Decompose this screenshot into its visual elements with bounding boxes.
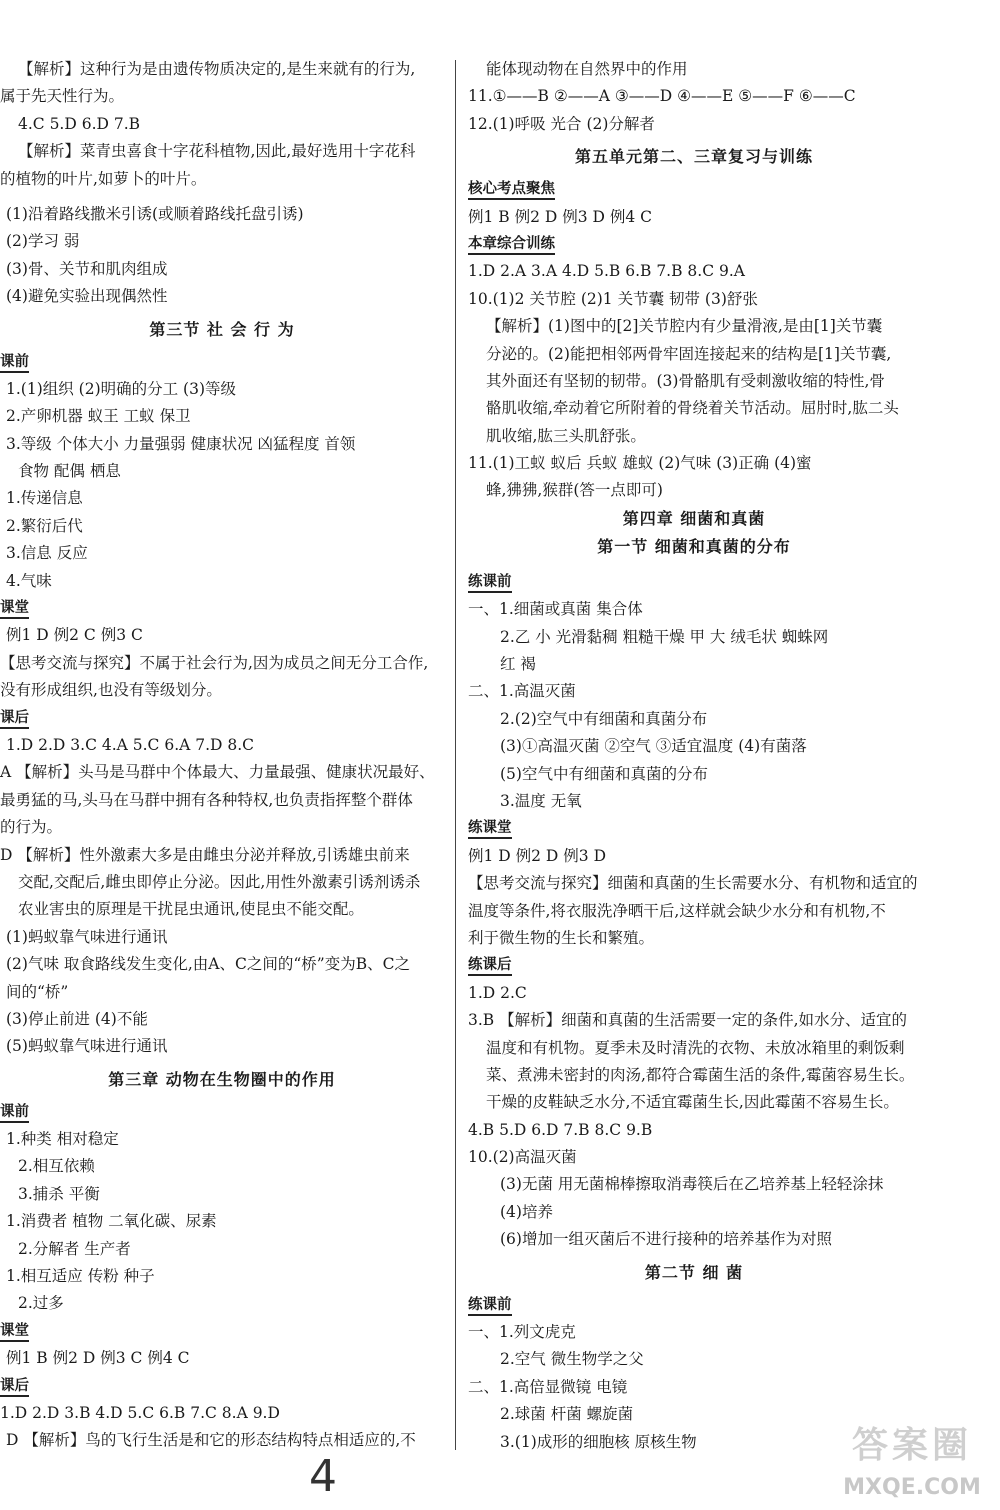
answer-line: (2)气味 取食路线发生变化,由A、C之间的“桥”变为B、C之	[6, 955, 410, 974]
column-divider	[455, 60, 456, 1450]
answer-line: 2.分解者 生产者	[18, 1239, 131, 1258]
answer-line: 1.D 2.A 3.A 4.D 5.B 6.B 7.B 8.C 9.A	[468, 262, 745, 281]
subsection-label	[0, 595, 444, 622]
subsection-label	[468, 569, 920, 596]
answer-line: 1.相互适应 传粉 种子	[6, 1267, 155, 1286]
answer-line: 3.温度 无氧	[500, 791, 582, 810]
answer-line: 分泌的。(2)能把相邻两骨牢固连接起来的结构是[1]关节囊,	[486, 344, 892, 363]
answer-line: 干燥的皮鞋缺乏水分,不适宜霉菌生长,因此霉菌不容易生长。	[486, 1093, 899, 1112]
answer-line: 二、1.高倍显微镜 电镜	[468, 1377, 628, 1396]
answer-line: 能体现动物在自然界中的作用	[486, 60, 688, 78]
section-heading: 第四章 细菌和真菌	[622, 508, 766, 528]
watermark-url: MXQE.COM	[843, 1475, 981, 1500]
answer-line: (4)避免实验出现偶然性	[6, 287, 168, 306]
answer-line: 二、1.高温灭菌	[468, 682, 576, 701]
answer-line: 的植物的叶片,如萝卜的叶片。	[0, 169, 207, 188]
answer-line: 【思考交流与探究】不属于社会行为,因为成员之间无分工合作,	[0, 653, 429, 672]
answer-line: 属于先天性行为。	[0, 87, 125, 106]
answer-line: 1.消费者 植物 二氧化碳、尿素	[6, 1212, 217, 1231]
subsection-label-text: 课堂	[0, 1323, 29, 1342]
answer-line: A 【解析】头马是马群中个体最大、力量最强、健康状况最好、	[0, 763, 435, 782]
answer-line: 食物 配偶 栖息	[18, 462, 121, 481]
subsection-label-text: 练课前	[468, 574, 512, 593]
answer-line: 一、1.细菌或真菌 集合体	[468, 600, 643, 619]
answer-line: 1.D 2.C	[468, 983, 527, 1002]
answer-line: 3.(1)成形的细胞核 原核生物	[500, 1432, 697, 1451]
subsection-label	[468, 1292, 920, 1319]
watermark	[828, 1420, 996, 1506]
answer-line: 最勇猛的马,头马在马群中拥有各种特权,也负责指挥整个群体	[0, 790, 413, 809]
answer-line: D 【解析】性外激素大多是由雌虫分泌并释放,引诱雄虫前来	[0, 845, 410, 864]
answer-line: 红 褐	[500, 655, 536, 674]
answer-line: 没有形成组织,也没有等级划分。	[0, 681, 222, 700]
subsection-label	[468, 231, 920, 258]
answer-line: 2.空气 微生物学之父	[500, 1350, 644, 1369]
answer-line: 【解析】菜青虫喜食十字花科植物,因此,最好选用十字花科	[18, 142, 416, 161]
subsection-label-text: 课前	[0, 354, 29, 373]
answer-line: (3)①高温灭菌 ②空气 ③适宜温度 (4)有菌落	[500, 737, 807, 756]
subsection-label	[468, 176, 920, 203]
answer-line: 骼肌收缩,牵动着它所附着的骨绕着关节活动。屈肘时,肱二头	[486, 399, 899, 418]
answer-line: 菜、煮沸未密封的肉汤,都符合霉菌生活的条件,霉菌容易生长。	[486, 1065, 915, 1084]
subsection-label-text: 练课后	[468, 957, 512, 976]
answer-line: (3)骨、关节和肌肉组成	[6, 259, 168, 278]
left-column	[0, 56, 444, 1455]
answer-line: D 【解析】鸟的飞行生活是和它的形态结构特点相适应的,不	[6, 1431, 416, 1450]
subsection-label-text: 课后	[0, 1378, 29, 1397]
answer-line: 4.B 5.D 6.D 7.B 8.C 9.B	[468, 1120, 653, 1139]
subsection-label-text: 练课堂	[468, 820, 512, 839]
answer-line: (1)蚂蚁靠气味进行通讯	[6, 927, 168, 946]
answer-line: (3)停止前进 (4)不能	[6, 1009, 148, 1028]
subsection-label-text: 核心考点聚焦	[468, 181, 555, 200]
answer-line: 11.(1)工蚁 蚁后 兵蚁 雄蚁 (2)气味 (3)正确 (4)蜜	[468, 454, 812, 473]
answer-line: 2.相互依赖	[18, 1157, 95, 1176]
answer-line: 3.B 【解析】细菌和真菌的生活需要一定的条件,如水分、适宜的	[468, 1011, 908, 1030]
subsection-label	[468, 815, 920, 842]
subsection-label-text: 课堂	[0, 600, 29, 619]
answer-line: 4.C 5.D 6.D 7.B	[18, 114, 141, 133]
answer-line: (5)空气中有细菌和真菌的分布	[500, 764, 708, 783]
answer-line: 例1 B 例2 D 例3 C 例4 C	[6, 1349, 190, 1368]
answer-line: 【解析】(1)图中的[2]关节腔内有少量滑液,是由[1]关节囊	[486, 317, 883, 336]
answer-line: 【解析】这种行为是由遗传物质决定的,是生来就有的行为,	[18, 60, 416, 78]
answer-line: 11.①——B ②——A ③——D ④——E ⑤——F ⑥——C	[468, 87, 856, 106]
answer-line: 的行为。	[0, 818, 63, 837]
page-number: 4	[309, 1451, 337, 1502]
answer-line: (4)培养	[500, 1202, 553, 1221]
subsection-label-text: 本章综合训练	[468, 236, 555, 255]
answer-line: 温度等条件,将衣服洗净晒干后,这样就会缺少水分和有机物,不	[468, 901, 886, 920]
subsection-label	[468, 952, 920, 979]
answer-line: 例1 D 例2 D 例3 D	[468, 846, 607, 865]
subsection-label-text: 练课前	[468, 1297, 512, 1316]
watermark-text: 答案圈	[851, 1425, 972, 1466]
section-heading: 第二节 细 菌	[644, 1262, 744, 1282]
subsection-label	[0, 1318, 444, 1345]
spacer	[468, 561, 920, 569]
answer-line: 12.(1)呼吸 光合 (2)分解者	[468, 114, 655, 133]
subsection-label	[0, 705, 444, 732]
answer-line: 农业害虫的原理是干扰昆虫通讯,使昆虫不能交配。	[18, 900, 364, 919]
answer-line: (6)增加一组灭菌后不进行接种的培养基作为对照	[500, 1230, 832, 1249]
answer-line: 4.气味	[6, 571, 52, 590]
answer-line: 2.繁衍后代	[6, 516, 83, 535]
answer-line: 3.等级 个体大小 力量强弱 健康状况 凶猛程度 首领	[6, 434, 356, 453]
section-heading: 第三节 社 会 行 为	[149, 319, 295, 339]
subsection-label	[0, 349, 444, 376]
answer-line: (5)蚂蚁靠气味进行通讯	[6, 1037, 168, 1056]
answer-line: 3.捕杀 平衡	[18, 1184, 100, 1203]
answer-line: 1.传递信息	[6, 489, 83, 508]
answer-line: 10.(1)2 关节腔 (2)1 关节囊 韧带 (3)舒张	[468, 289, 758, 308]
answer-line: 2.产卵机器 蚁王 工蚁 保卫	[6, 407, 191, 426]
answer-line: 蜂,狒狒,猴群(答一点即可)	[486, 481, 663, 500]
answer-line: 3.信息 反应	[6, 544, 88, 563]
answer-line: (1)沿着路线撒米引诱(或顺着路线托盘引诱)	[6, 204, 304, 223]
answer-line: 肌收缩,肱三头肌舒张。	[486, 426, 646, 445]
subsection-label	[0, 1099, 444, 1126]
answer-line: 其外面还有坚韧的韧带。(3)骨骼肌有受刺激收缩的特性,骨	[486, 371, 885, 390]
answer-line: 间的“桥”	[6, 982, 69, 1001]
answer-line: 1.(1)组织 (2)明确的分工 (3)等级	[6, 379, 237, 398]
answer-line: 一、1.列文虎克	[468, 1323, 576, 1342]
answer-line: 2.(2)空气中有细菌和真菌分布	[500, 709, 708, 728]
answer-line: 2.球菌 杆菌 螺旋菌	[500, 1405, 634, 1424]
answer-line: 1.D 2.D 3.C 4.A 5.C 6.A 7.D 8.C	[6, 735, 255, 754]
subsection-label	[0, 1373, 444, 1400]
answer-line: 利于微生物的生长和繁殖。	[468, 928, 655, 947]
answer-line: (3)无菌 用无菌棉棒擦取消毒筷后在乙培养基上轻轻涂抹	[500, 1175, 884, 1194]
answer-line: 例1 B 例2 D 例3 D 例4 C	[468, 207, 653, 226]
answer-line: 1.种类 相对稳定	[6, 1130, 119, 1149]
answer-line: 温度和有机物。夏季未及时清洗的衣物、未放冰箱里的剩饭剩	[486, 1038, 905, 1057]
subsection-label-text: 课后	[0, 710, 29, 729]
section-heading: 第一节 细菌和真菌的分布	[597, 536, 791, 556]
answer-line: 【思考交流与探究】细菌和真菌的生长需要水分、有机物和适宜的	[468, 874, 918, 893]
answer-line: 10.(2)高温灭菌	[468, 1148, 577, 1167]
section-heading: 第五单元第二、三章复习与训练	[574, 147, 813, 167]
answer-line: 2.过多	[18, 1294, 64, 1313]
spacer	[0, 193, 444, 201]
answer-line: 2.乙 小 光滑黏稠 粗糙干燥 甲 大 绒毛状 蜘蛛网	[500, 627, 829, 646]
answer-line: 例1 D 例2 C 例3 C	[6, 626, 143, 645]
answer-line: (2)学习 弱	[6, 232, 80, 251]
subsection-label-text: 课前	[0, 1104, 29, 1123]
answer-line: 1.D 2.D 3.B 4.D 5.C 6.B 7.C 8.A 9.D	[0, 1403, 280, 1422]
answer-line: 交配,交配后,雌虫即停止分泌。因此,用性外激素引诱剂诱杀	[18, 872, 421, 891]
right-column	[468, 56, 920, 1456]
section-heading: 第三章 动物在生物圈中的作用	[108, 1069, 336, 1089]
